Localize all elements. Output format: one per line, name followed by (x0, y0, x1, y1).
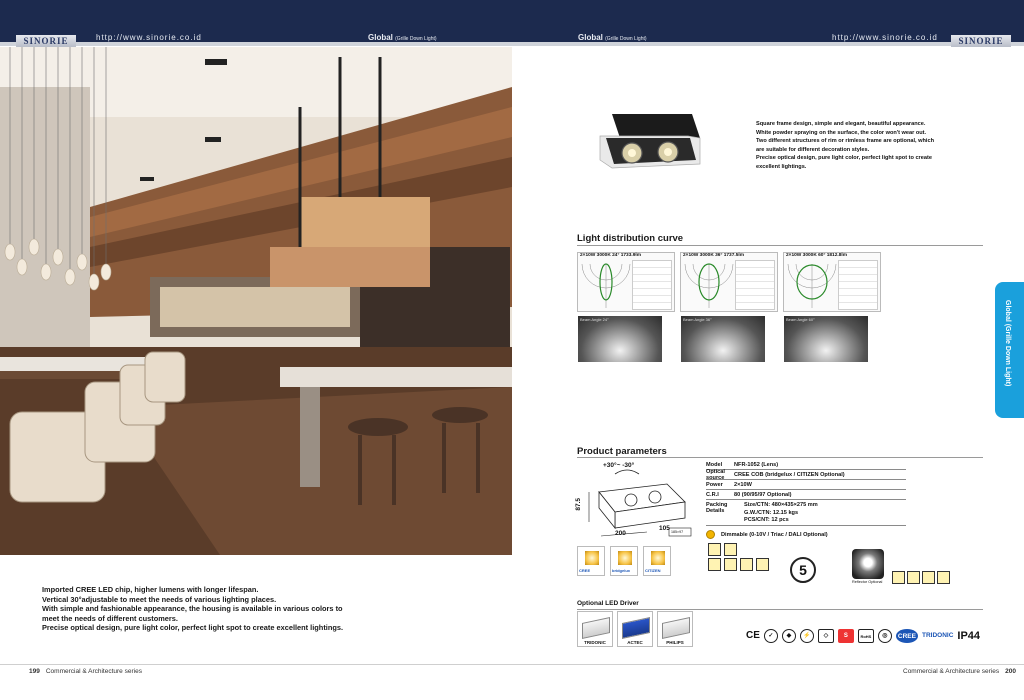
feature-list (42, 585, 372, 633)
beam-label: Beam Angle 60° (786, 317, 815, 322)
beam-photo-1 (578, 316, 662, 362)
driver-rule (577, 609, 983, 610)
chip-label: CREE (579, 568, 591, 573)
description-line: Precise optical design, pure light color, perfect light spot to create (756, 155, 932, 162)
param-key: Power (706, 481, 723, 488)
reflector-label: Reflector Optional (852, 580, 883, 584)
brand-logo-left: SINORIE (16, 35, 76, 47)
chip-label: CITIZEN (645, 568, 661, 573)
cert-icon: ⚡ (800, 629, 814, 643)
description-line: Square frame design, simple and elegant, beautiful appearance. (756, 121, 926, 127)
param-value: Size/CTN: 480×435×275 mm G.W./CTN: 12.15 kgs PCS/CNT: 12 pcs (744, 502, 818, 523)
finish-icon (724, 558, 737, 571)
param-value: CREE COB (bridgelux / CITIZEN Optional) (734, 471, 845, 478)
dimmable-note (706, 530, 828, 539)
beam-label: Beam Angle 36° (683, 317, 712, 322)
side-tab[interactable] (995, 282, 1024, 418)
color-temp-icon (708, 543, 721, 556)
driver-icon (582, 617, 610, 639)
finish-icon (708, 558, 721, 571)
certification-row (746, 626, 980, 646)
footer-rule (0, 664, 1024, 665)
cert-icon: ◎ (878, 629, 892, 643)
dimmable-icon (706, 530, 715, 539)
param-value: 2×10W (734, 481, 752, 488)
curve-table (735, 260, 775, 310)
finish-icon (756, 558, 769, 571)
series-label-left: Commercial & Architecture series (45, 668, 142, 675)
cert-icon: S (838, 629, 854, 643)
chip-badge-citizen (643, 546, 671, 576)
rohs-icon: RoHS (858, 629, 874, 643)
feature-line: With simple and fashionable appearance, the housing is available in various colors to (42, 604, 343, 614)
table-row (706, 460, 906, 470)
driver-icon (662, 617, 690, 639)
description-line: Two different structures of rim or rimless frame are optional, which (756, 138, 934, 145)
driver-title: Optional LED Driver (577, 600, 639, 607)
header-rule (0, 42, 1024, 46)
beam-photo-3 (784, 316, 868, 362)
table-row (706, 470, 906, 480)
description-line: excellent lightings. (756, 163, 807, 170)
height-label: 87.5 (575, 498, 582, 511)
product-image (596, 108, 706, 188)
cree-logo: CREE (896, 629, 918, 643)
cert-icon: ◆ (782, 629, 796, 643)
cutout-label: 185×97 (671, 530, 684, 534)
width-label: 200 (615, 530, 626, 537)
param-key: Optical source (706, 468, 725, 481)
driver-label: PHILIPS (666, 640, 684, 645)
beam-option-icon (892, 571, 905, 584)
footer-right (903, 668, 1016, 675)
color-temp-icon (724, 543, 737, 556)
led-chip-icon (618, 551, 632, 565)
curve-table (838, 260, 878, 310)
param-value: 80 (90/95/97 Optional) (734, 491, 792, 498)
side-tab-label: Global (Grille Down Light) (1004, 300, 1011, 387)
beam-option-icon (907, 571, 920, 584)
led-chip-icon (585, 551, 599, 565)
driver-icon (622, 617, 650, 639)
dimmable-text: Dimmable (0-10V / Triac / DALI Optional) (721, 531, 828, 538)
depth-label: 105 (659, 525, 670, 532)
header-title-left: Global (Grille Down Light) (368, 33, 437, 42)
table-row (706, 500, 906, 526)
distribution-curve-1 (577, 252, 675, 312)
chip-badge-bridgelux (610, 546, 638, 576)
description-line: White powder spraying on the surface, the color won't wear out. (756, 129, 927, 136)
parameters-title: Product parameters (577, 446, 667, 457)
header-title-right: Global (Grille Down Light) (578, 33, 647, 42)
finish-icon (740, 558, 753, 571)
cert-icon: ◇ (818, 629, 834, 643)
footer-left (29, 668, 142, 675)
feature-line: meet the needs of different customers. (42, 613, 178, 623)
led-chip-icon (651, 551, 665, 565)
parameters-rule (577, 457, 983, 458)
brand-logo-right: SINORIE (951, 35, 1011, 47)
dimension-drawing (575, 462, 699, 546)
beam-option-icon (922, 571, 935, 584)
header-url-right[interactable]: http://www.sinorie.co.id (832, 33, 938, 42)
ip-rating: IP44 (957, 630, 981, 642)
table-row (706, 480, 906, 490)
beam-photo-2 (681, 316, 765, 362)
param-value: NFR-1052 (Lens) (734, 461, 779, 468)
table-row (706, 490, 906, 500)
series-label-right: Commercial & Architecture series (903, 668, 1000, 675)
restaurant-photo (0, 47, 512, 555)
curve-caption: 2×10W 3000K 60° 1812.8lm (786, 253, 847, 258)
chip-label: bridgelux (612, 568, 631, 573)
reflector-icon (852, 549, 884, 579)
page-number-left: 199 (29, 668, 40, 675)
feature-line: Vertical 30°adjustable to meet the needs of various lighting places. (42, 594, 277, 604)
description-line: are suitable for different decoration styles. (756, 146, 870, 153)
chip-badge-cree (577, 546, 605, 576)
distribution-title: Light distribution curve (577, 233, 684, 244)
distribution-rule (577, 245, 983, 246)
distribution-curve-3 (783, 252, 881, 312)
param-key: Packing Details (706, 502, 728, 514)
page-number-right: 200 (1005, 668, 1016, 675)
header-url-left[interactable]: http://www.sinorie.co.id (96, 33, 202, 42)
driver-label: TRIDONIC (584, 640, 606, 645)
tilt-angle-label: +30°~ -30° (603, 462, 635, 469)
warranty-badge: 5 (790, 557, 816, 583)
ce-mark: CE (746, 630, 760, 641)
driver-label: ACTEC (627, 640, 643, 645)
beam-label: Beam Angle 24° (580, 317, 609, 322)
feature-line: Precise optical design, pure light color, perfect light spot to create excellent lightings. (42, 623, 344, 633)
product-description (756, 120, 966, 172)
curve-table (632, 260, 672, 310)
distribution-curve-2 (680, 252, 778, 312)
beam-option-icon (937, 571, 950, 584)
polar-chart (580, 260, 632, 310)
tridonic-logo: TRIDONIC (921, 632, 954, 639)
parameters-table (706, 460, 906, 526)
cert-icon: ✓ (764, 629, 778, 643)
param-key: Model (706, 461, 723, 468)
polar-chart (786, 260, 838, 310)
feature-line: Imported CREE LED chip, higher lumens with longer lifespan. (42, 585, 259, 594)
curve-caption: 2×10W 3000K 36° 1737.5lm (683, 253, 744, 258)
polar-chart (683, 260, 735, 310)
param-key: C.R.I (706, 491, 719, 498)
curve-caption: 2×10W 3000K 24° 1733.9lm (580, 253, 641, 258)
